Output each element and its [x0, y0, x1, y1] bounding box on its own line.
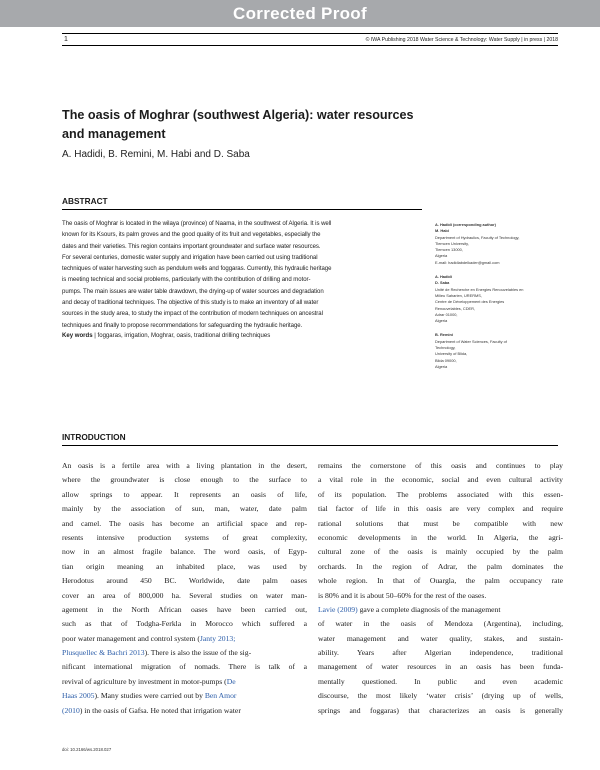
body-column-left [62, 459, 307, 718]
keywords [62, 331, 424, 342]
body-line: ability. Years after Algerian independence, traditional [318, 648, 563, 658]
body-line: tian origin meaning an inhabited place, was used by [62, 561, 307, 571]
affiliation-author: B. Remini [435, 332, 453, 338]
doi-footer: doi: 10.2166/ws.2018.027 [62, 747, 112, 752]
body-line: and camel. The oasis has become an artificial space and rep- [62, 518, 307, 528]
abstract-line: techniques of water harvesting such as pendulum wells and foggaras. Currently, this hydraulic heritage [62, 266, 332, 273]
citation-link[interactable]: Plusquellec & Bachri 2013 [62, 648, 145, 658]
affiliation-line: Department of Water Sciences, Faculty of [435, 338, 507, 344]
paper-title [62, 106, 522, 144]
body-line: economic developments in the world. In Algeria, the agri- [318, 532, 563, 542]
abstract-line: and decay of traditional techniques. The objective of this study is to make an inventory of all water [62, 300, 319, 307]
body-line: mentally questioned. In public and even academic [318, 676, 563, 686]
body-column-right [318, 459, 563, 718]
body-line [62, 675, 307, 689]
body-text: ). Many studies were carried out by [94, 691, 205, 701]
body-line [62, 689, 307, 703]
affiliation-line: Tlemcen 13000, [435, 247, 463, 253]
body-text: ) [79, 705, 83, 715]
affiliation-line: Blida 09000, [435, 357, 457, 363]
body-line: now in an almost fragile balance. The word oasis, of Egyp- [62, 547, 307, 557]
keywords-list: | foggaras, irrigation, Moghrar, oasis, traditional drilling techniques [92, 333, 271, 339]
body-line: discourse, the most likely ‘water crisis’ (drying up of wells, [318, 691, 563, 701]
abstract-line: The oasis of Moghrar is located in the wilaya (province) of Naama, in the southwest of Algeria. It is well [62, 221, 332, 227]
body-line: springs and foggaras) that characterizes an oasis is generally [318, 705, 563, 715]
affiliation-block [435, 222, 575, 266]
abstract-heading: ABSTRACT [62, 196, 422, 210]
corrected-proof-banner: Corrected Proof [0, 0, 600, 27]
body-text: revival of agriculture by investment in motor-pumps ( [62, 676, 227, 686]
title-line-1: The oasis of Moghrar (southwest Algeria): water resources [62, 108, 414, 122]
citation-link[interactable]: (2010 [62, 705, 80, 715]
body-line: management of water resources in an oasis has been funda- [318, 662, 563, 672]
body-line: cultural zone of the oasis is mainly occupied by the palm [318, 547, 563, 557]
affiliation-line: Unité de Recherche en Energies Renouvelables en [435, 286, 524, 292]
body-text: gave a complete diagnosis of the management [357, 604, 501, 614]
body-line: is 80% and it is about 50–60% for the rest of the oases. [318, 590, 487, 600]
journal-citation: © IWA Publishing 2018 Water Science & Technology: Water Supply | in press | 2018 [365, 37, 558, 43]
citation-link[interactable]: Ben Amor [204, 691, 237, 701]
affiliation-line: Renouvelables, CDER, [435, 305, 476, 311]
introduction-heading: INTRODUCTION [62, 432, 558, 446]
keywords-label: Key words [62, 333, 93, 339]
body-line [62, 704, 307, 718]
body-line: rational solutions that must be compatible with new [318, 518, 563, 528]
body-line: of its population. The problems associated with this essen- [318, 489, 563, 499]
affiliation-line: Technology, [435, 345, 456, 351]
citation-link[interactable]: Lavie (2009) [318, 604, 358, 614]
affiliation-author: A. Hadidi (corresponding author) [435, 222, 496, 227]
abstract-line: is meeting technical and social problems, particularly with the contribution of drilling and motor- [62, 277, 311, 284]
affiliation-line: Algeria [435, 253, 448, 259]
abstract-line: techniques and finally to propose recommendations for safeguarding the hydraulic heritage. [62, 322, 303, 329]
affiliation-line: Adrar 01000, [435, 311, 458, 317]
affiliation-author: M. Habi [435, 228, 449, 234]
body-line: mainly by the association of sun, man, water, date palm [62, 504, 307, 514]
affiliation-author: A. Hadidi [435, 274, 452, 280]
title-line-2: and management [62, 127, 166, 141]
affiliation-block [435, 274, 575, 324]
abstract-line: dates and their varieties. This region contains important groundwater and surface water resources. [62, 243, 321, 250]
affiliation-line: Centre de Développement des Energies [435, 299, 505, 305]
citation-link[interactable]: Haas 2005 [62, 691, 95, 701]
citation-link[interactable]: Janty 2013; [199, 633, 236, 643]
body-line: remains the cornerstone of this oasis and continues to play [318, 461, 563, 470]
author-list: A. Hadidi, B. Remini, M. Habi and D. Saba [62, 149, 250, 160]
page-number: 1 [64, 36, 68, 43]
affiliation-line: Algeria [435, 363, 448, 369]
affiliation-line: Tlemcen University, [435, 240, 469, 246]
citation-link[interactable]: De [226, 676, 236, 686]
body-line: tial factor of life in this oasis are very complex and require [318, 504, 563, 514]
body-line: water management and water quality, stakes, and sustain- [318, 633, 563, 643]
affiliation-line: University of Blida, [435, 351, 468, 357]
body-line: a vital role in the economic, social and even cultural activity [318, 475, 563, 485]
body-line [62, 632, 307, 646]
body-text: in the oasis of Gafsa. He noted that irrigation water [82, 705, 241, 715]
body-line: Herodotus around 450 BC. Worldwide, date palm oases [62, 576, 307, 586]
body-line: where the groundwater is close enough to the surface to [62, 475, 307, 485]
body-line: such as that of Todgha-Ferkla in Morocco which suffered a [62, 619, 307, 629]
affiliation-block [435, 332, 575, 370]
affiliation-author: D. Saba [435, 280, 450, 286]
body-line: resents intensive production systems of great complexity, [62, 532, 307, 542]
abstract-line: pumps. The main issues are water table drawdown, the drying-up of water sources and degradation [62, 288, 324, 295]
body-line: allow springs to appear. It represents an oasis of life, [62, 489, 307, 499]
abstract-line: For several centuries, domestic water supply and irrigation have been carried out using traditional [62, 254, 318, 261]
body-line: cover an area of 800,000 ha. Several studies on water man- [62, 590, 307, 600]
body-line: nificant international migration of nomads. There is talk of a [62, 662, 307, 672]
abstract-line: known for its Ksours, its palm groves and the good quality of its fruit and vegetables, especially the [62, 232, 321, 239]
body-line [62, 646, 307, 660]
affiliations [435, 222, 575, 378]
affiliation-line: Milieu Saharien, URERMS, [435, 292, 482, 298]
body-line: orchards. In the region of Adrar, the palm dominates the [318, 561, 563, 571]
abstract-text [62, 219, 424, 332]
body-line: An oasis is a fertile area with a living plantation in the desert, [62, 461, 307, 470]
body-text: ). There is also the issue of the sig- [144, 648, 252, 658]
abstract-line: sources in the study area, to study the impact of the contribution of modern techniques on ancestral [62, 311, 323, 318]
running-head [62, 33, 558, 46]
body-line [318, 603, 563, 617]
body-text: poor water management and control system ( [62, 633, 200, 643]
body-line: of water in the oasis of Mendoza (Argentina), including, [318, 619, 563, 629]
affiliation-line: Department of Hydraulics, Faculty of Technology, [435, 234, 520, 240]
body-line: whole region. In that of Ouargla, the palm occupancy rate [318, 576, 563, 586]
body-line: agement in the North African oases have been carried out, [62, 604, 307, 614]
affiliation-email: E-mail: hadidiabdelkader@gmail.com [435, 259, 500, 265]
affiliation-line: Algeria [435, 318, 448, 324]
